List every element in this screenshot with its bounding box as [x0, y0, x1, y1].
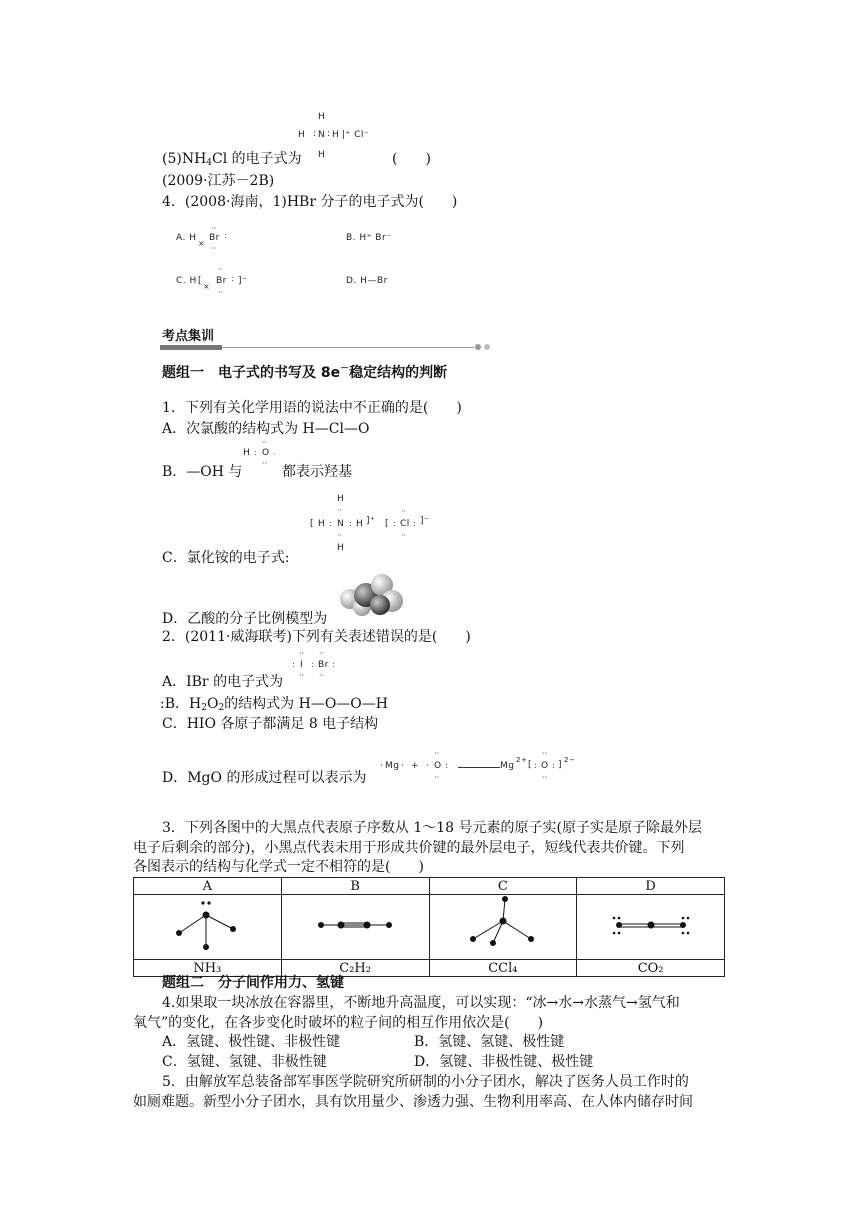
q1-option-b-prefix: B．—OH 与: [162, 464, 243, 480]
prev-q4-stem: 4．(2008·海南，1)HBr 分子的电子式为( ): [162, 194, 458, 210]
q2-option-a: A．IBr 的电子式为: [162, 674, 284, 690]
q1-stem: 1．下列有关化学用语的说法中不正确的是( ): [162, 400, 462, 416]
section-dot: [484, 344, 490, 350]
acetic-acid-model-image: [336, 571, 408, 619]
q3-line-1: 3．下列各图中的大黑点代表原子序数从 1～18 号元素的原子实(原子实是原子除最外层: [162, 820, 702, 836]
formula-a: NH₃: [134, 960, 282, 977]
structure-c-image: [463, 895, 543, 955]
q2-option-c: C．HIO 各原子都满足 8 电子结构: [162, 716, 379, 732]
prev-q5-answer-blank: ( ): [392, 151, 431, 167]
q1-option-b-suffix: 都表示羟基: [282, 464, 352, 480]
q4-line-1: 4.如果取一块冰放在容器里，不断地升高温度，可以实现：“冰→水→水蒸气→氢气和: [162, 995, 680, 1011]
q3-line-2: 电子后剩余的部分)，小黑点代表未用于形成共价键的最外层电子，短线代表共价键。下列: [133, 840, 685, 856]
table-header-d: D: [577, 878, 725, 895]
structure-a-cell: [134, 895, 282, 960]
q4-option-c: C．氢键、氢键、非极性键: [162, 1054, 327, 1070]
q3-line-3: 各图表示的结构与化学式一定不相符的是( ): [133, 859, 424, 875]
section-dot: [475, 344, 481, 350]
formula-d: CO₂: [577, 960, 725, 977]
q1-option-c: C．氯化铵的电子式:: [162, 550, 290, 566]
section-title-line: [222, 347, 474, 348]
structure-d-cell: [577, 895, 725, 960]
q1-option-a: A．次氯酸的结构式为 H—Cl—O: [162, 421, 370, 437]
q1-option-d: D．乙酸的分子比例模型为: [162, 611, 328, 627]
table-header-b: B: [281, 878, 429, 895]
hbr-option-d: D. H—Br: [346, 276, 388, 286]
prev-q5-source: (2009·江苏－2B): [162, 173, 275, 189]
structure-b-image: [315, 895, 395, 955]
group2-heading: 题组二 分子间作用力、氢键: [162, 975, 344, 991]
q4-option-b: B．氢键、氢键、极性键: [414, 1034, 565, 1050]
q5-line-1: 5．由解放军总装备部军事医学院研究所研制的小分子团水，解决了医务人员工作时的: [162, 1074, 689, 1090]
formula-b: C₂H₂: [281, 960, 429, 977]
q4-option-d: D．氢键、非极性键、极性键: [414, 1054, 594, 1070]
table-header-c: C: [429, 878, 577, 895]
q2-option-b: :B．$H_2O_2$的结构式为 H—O—O—H: [160, 696, 388, 713]
structure-b-cell: [281, 895, 429, 960]
structure-c-cell: [429, 895, 577, 960]
section-title-bar: [160, 345, 222, 350]
hbr-option-b: B. H⁺ Br⁻: [346, 233, 392, 243]
q5-line-2: 如厕难题。新型小分子团水，具有饮用量少、渗透力强、生物利用率高、在人体内储存时间: [133, 1094, 693, 1110]
q2-option-d: D．MgO 的形成过程可以表示为: [162, 770, 367, 786]
q2-stem: 2．(2011·威海联考)下列有关表述错误的是( ): [162, 629, 471, 645]
formula-c: CCl₄: [429, 960, 577, 977]
group1-heading: 题组一 电子式的书写及 8e－稳定结构的判断: [162, 364, 448, 381]
prev-q5-text: $(5)NH_4Cl$ 的电子式为: [162, 151, 302, 168]
table-header-a: A: [134, 878, 282, 895]
structure-d-image: [611, 895, 691, 955]
structure-table: [133, 877, 725, 977]
structure-a-image: [167, 895, 247, 955]
q4-option-a: A．氢键、极性键、非极性键: [162, 1034, 341, 1050]
section-title: 考点集训: [162, 329, 215, 344]
q4-line-2: 氧气”的变化，在各步变化时破坏的粒子间的相互作用依次是( ): [133, 1015, 544, 1031]
